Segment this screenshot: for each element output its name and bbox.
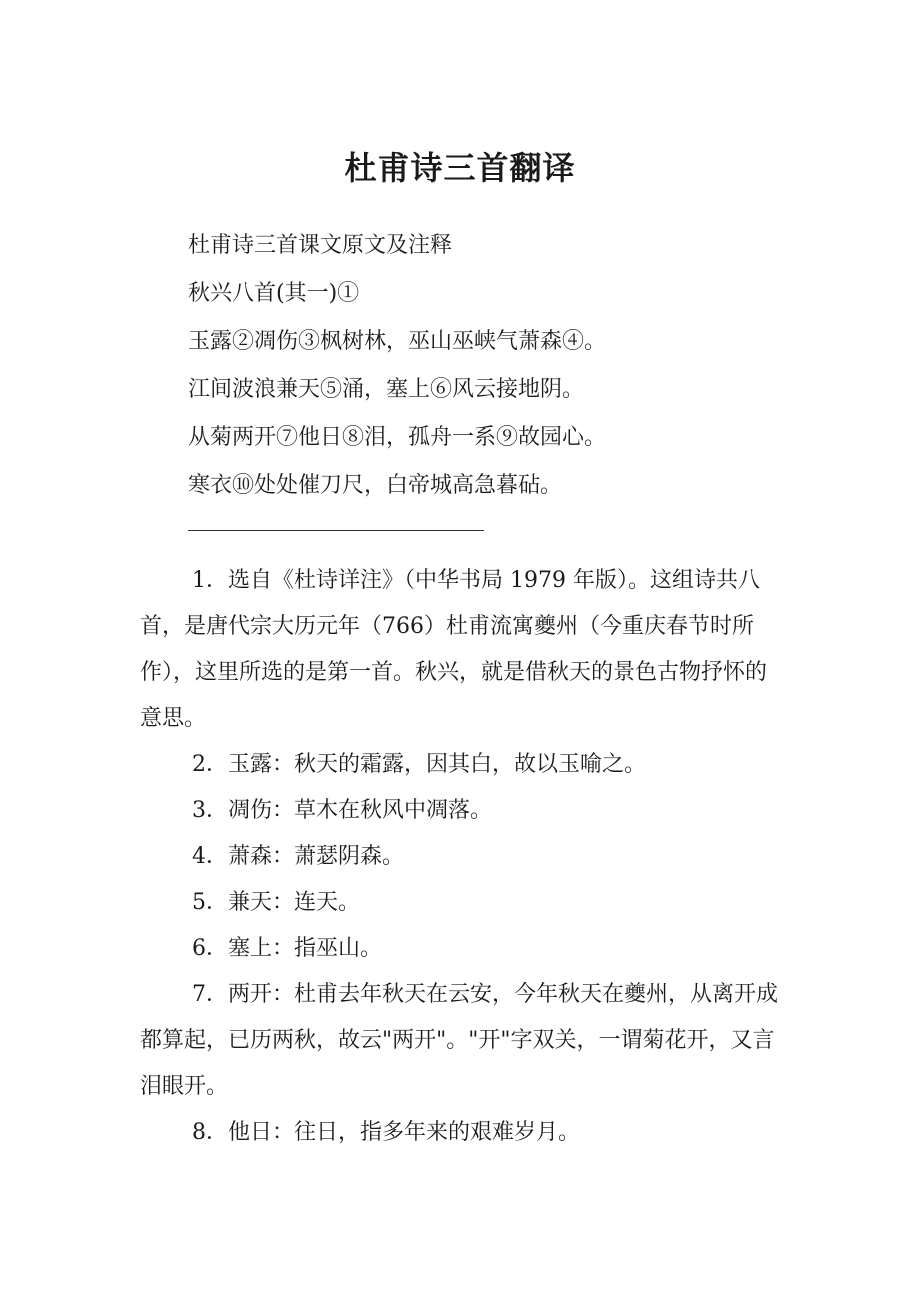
- note-item: 7．两开：杜甫去年秋天在云安，今年秋天在夔州，从离开成都算起，已历两秋，故云"两开"。"开"字双关，一谓菊花开，又言泪眼开。: [140, 982, 778, 1099]
- note-item: 3．凋伤：草木在秋风中凋落。: [192, 798, 492, 823]
- note-item: 8．他日：往日，指多年来的艰难岁月。: [192, 1120, 580, 1145]
- poem-line: 江间波浪兼天⑤涌，塞上⑥风云接地阴。: [188, 377, 585, 402]
- poem-line: 从菊两开⑦他日⑧泪，孤舟一系⑨故园心。: [188, 425, 607, 450]
- note-item: 4．萧森：萧瑟阴森。: [192, 844, 404, 869]
- poem-line: 玉露②凋伤③枫树林，巫山巫峡气萧森④。: [188, 329, 607, 354]
- poem-line: 寒衣⑩处处催刀尺，白帝城高急暮砧。: [188, 473, 563, 498]
- document-body: [140, 228, 784, 1156]
- note-item: 5．兼天：连天。: [192, 890, 360, 915]
- document-title: 杜甫诗三首翻译: [344, 149, 576, 187]
- note-item: 6．塞上：指巫山。: [192, 936, 382, 961]
- poem-title: 秋兴八首(其一)①: [188, 281, 360, 306]
- footnote-divider: [188, 530, 484, 531]
- note-item: 2．玉露：秋天的霜露，因其白，故以玉喻之。: [192, 752, 646, 777]
- section-heading: 杜甫诗三首课文原文及注释: [188, 233, 453, 258]
- note-item: 1．选自《杜诗详注》（中华书局 1979 年版）。这组诗共八首，是唐代宗大历元年（766）杜甫流寓夔州（今重庆春节时所作），这里所选的是第一首。秋兴，就是借秋天的景色古物抒怀的意思。: [140, 568, 768, 731]
- notes-list: [140, 558, 784, 1156]
